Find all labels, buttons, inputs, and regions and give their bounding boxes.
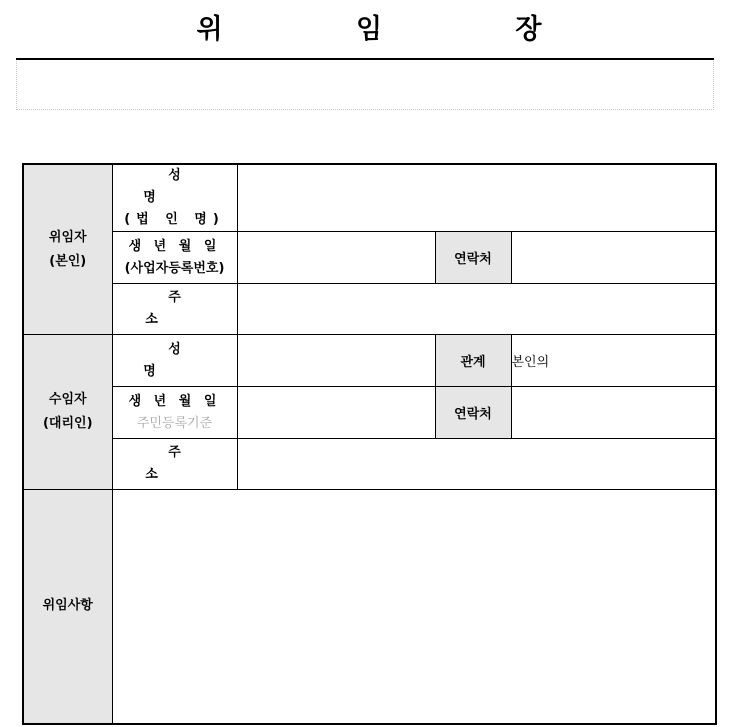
delegate-birth-digit-field[interactable] <box>237 387 435 439</box>
delegate-birth-label-text: 생 년 월 일 <box>128 393 221 409</box>
delegator-group-title: 위임자 <box>48 229 87 245</box>
delegation-details-row <box>23 490 716 724</box>
title-divider <box>16 58 714 60</box>
delegator-address-row <box>23 284 716 335</box>
delegator-birth-label-line2: (사업자등록번호) <box>124 260 225 276</box>
delegation-form-table <box>22 163 717 725</box>
delegate-group-subtitle: (대리인) <box>42 416 93 431</box>
delegator-address-label <box>112 284 237 335</box>
delegate-address-field[interactable] <box>237 439 716 490</box>
delegator-birth-label-line1: 생 년 월 일 <box>128 238 221 254</box>
delegate-birth-hint: 주민등록기준 <box>136 415 213 431</box>
delegate-address-label-text: 주 소 <box>145 445 227 482</box>
delegator-address-label-text: 주 소 <box>145 290 227 327</box>
delegator-birth-row <box>23 232 716 284</box>
document-title: 위 임 장 <box>196 14 604 45</box>
delegate-name-label <box>112 335 237 387</box>
delegate-name-row <box>23 335 716 387</box>
delegator-birth-label <box>112 232 237 284</box>
delegation-details-field[interactable] <box>112 490 716 724</box>
delegator-name-label-line2: (법 인 명) <box>124 212 225 227</box>
delegator-name-row <box>23 164 716 232</box>
delegator-name-label <box>112 164 237 232</box>
delegate-address-label <box>112 439 237 490</box>
delegator-name-label-line1: 성 명 <box>143 168 231 205</box>
delegator-contact-field[interactable] <box>511 232 716 284</box>
delegate-name-field[interactable] <box>237 335 435 387</box>
delegation-details-label: 위임사항 <box>23 490 112 724</box>
note-area[interactable] <box>16 61 714 110</box>
delegator-group-label <box>23 164 112 335</box>
delegator-group-subtitle: (본인) <box>49 253 87 269</box>
delegator-birth-field[interactable] <box>237 232 435 284</box>
delegate-relation-label: 관계 <box>435 335 511 387</box>
delegate-contact-label: 연락처 <box>435 387 511 439</box>
delegate-birth-row <box>23 387 716 439</box>
delegate-birth-label <box>112 387 237 439</box>
delegate-name-label-text: 성 명 <box>143 341 231 379</box>
delegator-name-field[interactable] <box>237 164 716 232</box>
delegate-contact-field[interactable] <box>511 387 716 439</box>
delegator-address-field[interactable] <box>237 284 716 335</box>
delegate-group-title: 수임자 <box>48 392 87 407</box>
delegate-address-row <box>23 439 716 490</box>
delegator-contact-label: 연락처 <box>435 232 511 284</box>
delegate-group-label <box>23 335 112 490</box>
delegate-relation-field[interactable]: 본인의 <box>511 335 716 387</box>
